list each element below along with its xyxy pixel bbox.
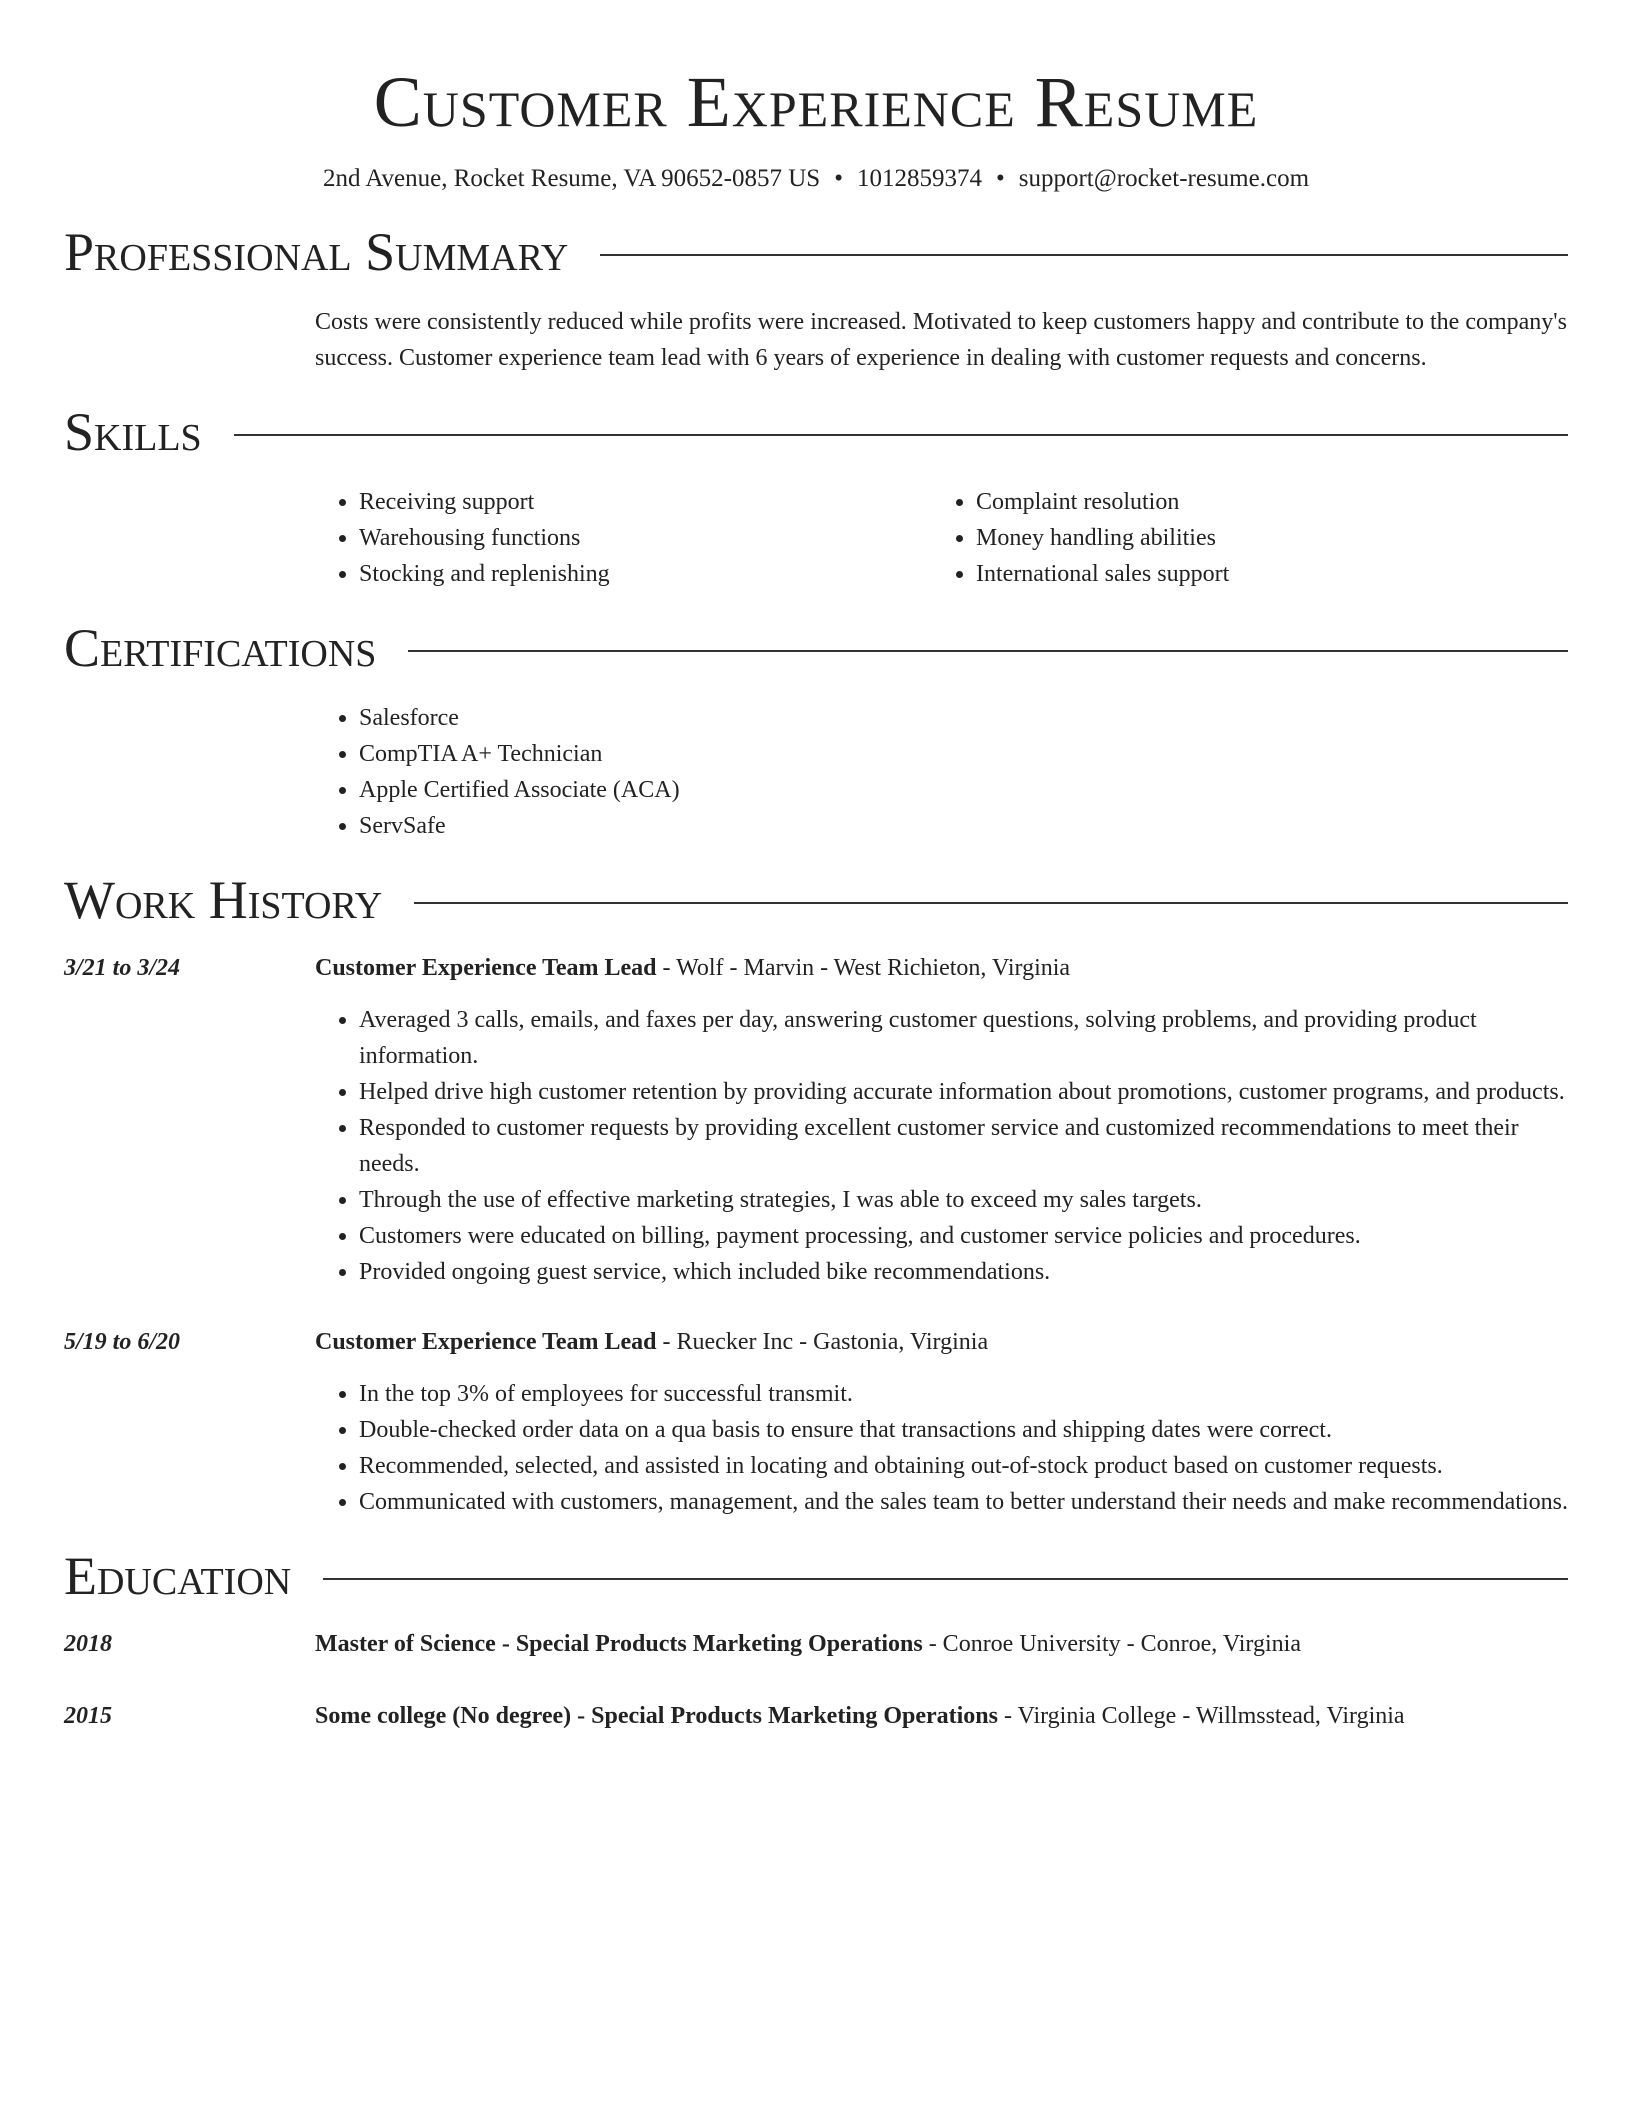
work-entry xyxy=(64,950,1568,1290)
skill-item: • Stocking and replenishing xyxy=(359,556,932,592)
work-bullet: • Averaged 3 calls, emails, and faxes per day, answering customer questions, solving problems, and providing product information. xyxy=(359,1002,1568,1074)
skills-list-left xyxy=(315,484,932,592)
skills-list-right xyxy=(932,484,1549,592)
certification-item: • CompTIA A+ Technician xyxy=(359,736,1568,772)
work-date: 3/21 to 3/24 xyxy=(64,955,181,981)
contact-line xyxy=(64,162,1568,196)
summary-heading: Professional Summary xyxy=(64,222,569,282)
skill-item: • Complaint resolution xyxy=(976,484,1549,520)
contact-separator: • xyxy=(995,165,1005,192)
work-employer: - Ruecker Inc - Gastonia, Virginia xyxy=(656,1329,989,1355)
contact-separator: • xyxy=(834,165,843,192)
education-heading: Education xyxy=(64,1546,292,1606)
work-bullet: • Double-checked order data on a qua basis to ensure that transactions and shipping dates were correct. xyxy=(359,1412,1568,1448)
work-bullets xyxy=(315,1376,1568,1520)
skills-grid xyxy=(315,484,1568,592)
section-divider xyxy=(234,434,1568,436)
education-degree: Master of Science - Special Products Marketing Operations xyxy=(315,1631,923,1657)
certifications-heading: Certifications xyxy=(64,618,377,678)
work-bullet: • Provided ongoing guest service, which included bike recommendations. xyxy=(359,1254,1568,1290)
work-bullet: • Recommended, selected, and assisted in locating and obtaining out-of-stock product based on customer requests. xyxy=(359,1448,1568,1484)
contact-email: support@rocket-resume.com xyxy=(1018,165,1310,192)
resume-title: Customer Experience Resume xyxy=(373,62,1259,142)
work-bullet: • Helped drive high customer retention by providing accurate information about promotions, customer programs, and products. xyxy=(359,1074,1568,1110)
certification-item: • Salesforce xyxy=(359,700,1568,736)
work-heading-line xyxy=(315,950,1568,986)
certification-item: • Apple Certified Associate (ACA) xyxy=(359,772,1568,808)
contact-phone: 1012859374 xyxy=(856,165,982,192)
work-details xyxy=(315,950,1568,1290)
work-bullet: • In the top 3% of employees for successful transmit. xyxy=(359,1376,1568,1412)
work-bullet: • Through the use of effective marketing strategies, I was able to exceed my sales targets. xyxy=(359,1182,1568,1218)
skills-section xyxy=(64,400,1568,592)
education-details xyxy=(315,1626,1568,1662)
work-history-section xyxy=(64,868,1568,1520)
section-divider xyxy=(408,650,1568,652)
certifications-list xyxy=(315,700,1568,844)
work-bullet: • Communicated with customers, management, and the sales team to better understand their needs and make recommendations. xyxy=(359,1484,1568,1520)
work-role: Customer Experience Team Lead xyxy=(315,1329,657,1355)
work-history-heading: Work History xyxy=(64,870,383,930)
skills-heading: Skills xyxy=(64,402,202,462)
section-divider xyxy=(323,1578,1568,1580)
section-header xyxy=(64,616,1568,680)
education-year: 2015 xyxy=(64,1703,112,1729)
work-bullet: • Customers were educated on billing, payment processing, and customer service policies and procedures. xyxy=(359,1218,1568,1254)
skill-item: • Money handling abilities xyxy=(976,520,1549,556)
work-details xyxy=(315,1324,1568,1520)
skill-item: • Receiving support xyxy=(359,484,932,520)
education-section xyxy=(64,1544,1568,1734)
skill-item: • International sales support xyxy=(976,556,1549,592)
education-details xyxy=(315,1698,1568,1734)
work-bullets xyxy=(315,1002,1568,1290)
contact-address: 2nd Avenue, Rocket Resume, VA 90652-0857 US xyxy=(322,165,821,192)
section-header xyxy=(64,400,1568,464)
skill-item: • Warehousing functions xyxy=(359,520,932,556)
section-divider xyxy=(600,254,1568,256)
certifications-body xyxy=(315,700,1568,844)
education-entry xyxy=(64,1626,1568,1662)
summary-section xyxy=(64,220,1568,376)
certification-item: • ServSafe xyxy=(359,808,1568,844)
work-heading-line xyxy=(315,1324,1568,1360)
section-header xyxy=(64,868,1568,932)
work-role: Customer Experience Team Lead xyxy=(315,955,657,981)
education-school: - Virginia College - Willmsstead, Virginia xyxy=(998,1703,1405,1729)
work-employer: - Wolf - Marvin - West Richieton, Virginia xyxy=(656,955,1071,981)
certifications-section xyxy=(64,616,1568,844)
work-date: 5/19 to 6/20 xyxy=(64,1329,181,1355)
education-degree: Some college (No degree) - Special Products Marketing Operations xyxy=(315,1703,998,1729)
section-header xyxy=(64,220,1568,284)
summary-text: Costs were consistently reduced while profits were increased. Motivated to keep customers happy and contribute to the company's success. Customer experience team lead with 6 years of experience in dealing with customer requests and concerns. xyxy=(315,309,1567,371)
work-bullet: • Responded to customer requests by providing excellent customer service and customized recommendations to meet their needs. xyxy=(359,1110,1568,1182)
education-school: - Conroe University - Conroe, Virginia xyxy=(922,1631,1301,1657)
work-entry xyxy=(64,1324,1568,1520)
education-entry xyxy=(64,1698,1568,1734)
education-year: 2018 xyxy=(64,1631,112,1657)
section-divider xyxy=(414,902,1568,904)
section-header xyxy=(64,1544,1568,1608)
